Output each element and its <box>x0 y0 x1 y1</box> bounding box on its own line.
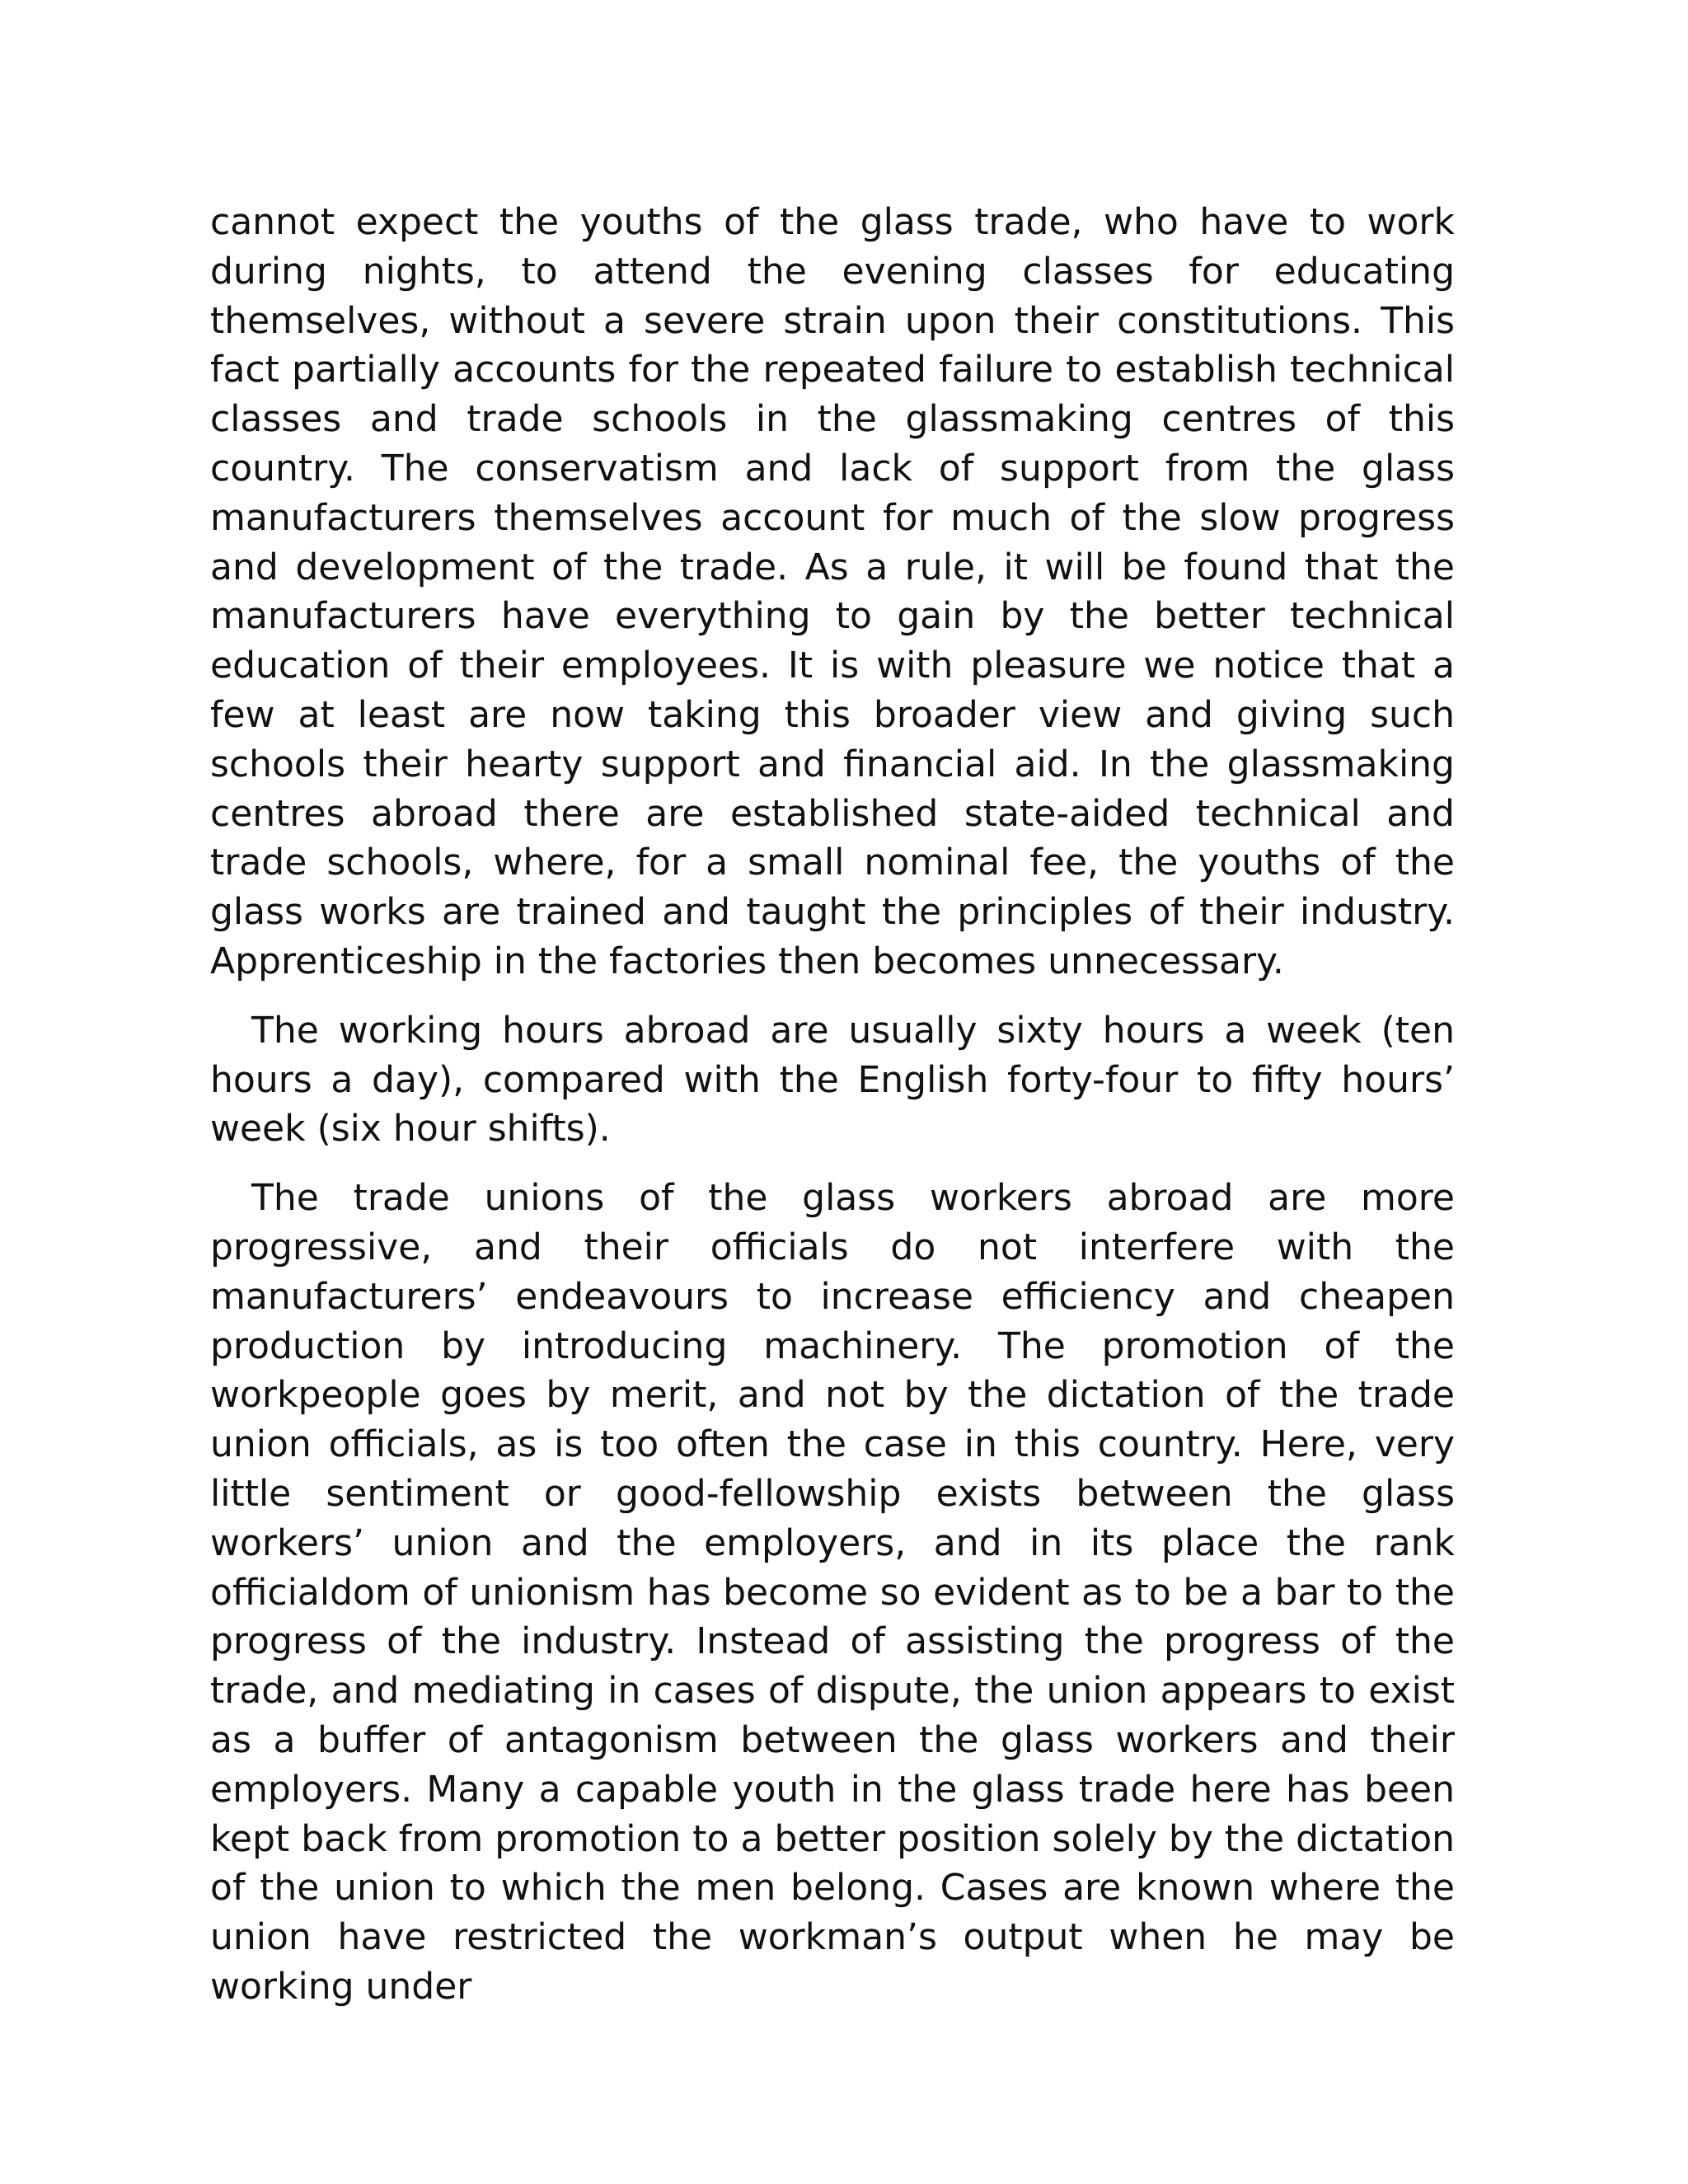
paragraph-trade-unions: The trade unions of the glass workers abroad are more progressive, and their officials do not interfere with the manufacturers’ endeavours to increase efficiency and cheapen production by introducing machinery. The promotion of the workpeople goes by merit, and not by the dictation of the trade union officials, as is too often the case in this country. Here, very little sentiment or good-fellowship exists between the glass workers’ union and the employers, and in its place the rank officialdom of unionism has become so evident as to be a bar to the progress of the industry. Instead of assisting the progress of the trade, and mediating in cases of dispute, the union appears to exist as a buffer of antagonism between the glass workers and their employers. Many a capable youth in the glass trade here has been kept back from promotion to a better position solely by the dictation of the union to which the men belong. Cases are known where the union have restricted the workman’s output when he may be working under <box>210 1177 1455 2008</box>
body-text <box>210 198 1455 2012</box>
paragraph-education: cannot expect the youths of the glass trade, who have to work during nights, to attend the evening classes for educating themselves, without a severe strain upon their constitutions. This fact partially accounts for the repeated failure to establish technical classes and trade schools in the glassmaking centres of this country. The conservatism and lack of support from the glass manufacturers themselves account for much of the slow progress and development of the trade. As a rule, it will be found that the manufacturers have everything to gain by the better technical education of their employees. It is with pleasure we notice that a few at least are now taking this broader view and giving such schools their hearty support and financial aid. In the glassmaking centres abroad there are established state-aided technical and trade schools, where, for a small nominal fee, the youths of the glass works are trained and taught the principles of their industry. Apprenticeship in the factories then becomes unnecessary. <box>210 201 1455 982</box>
paragraph-working-hours: The working hours abroad are usually sixty hours a week (ten hours a day), compared with the English forty-four to fifty hours’ week (six hour shifts). <box>210 1009 1455 1151</box>
